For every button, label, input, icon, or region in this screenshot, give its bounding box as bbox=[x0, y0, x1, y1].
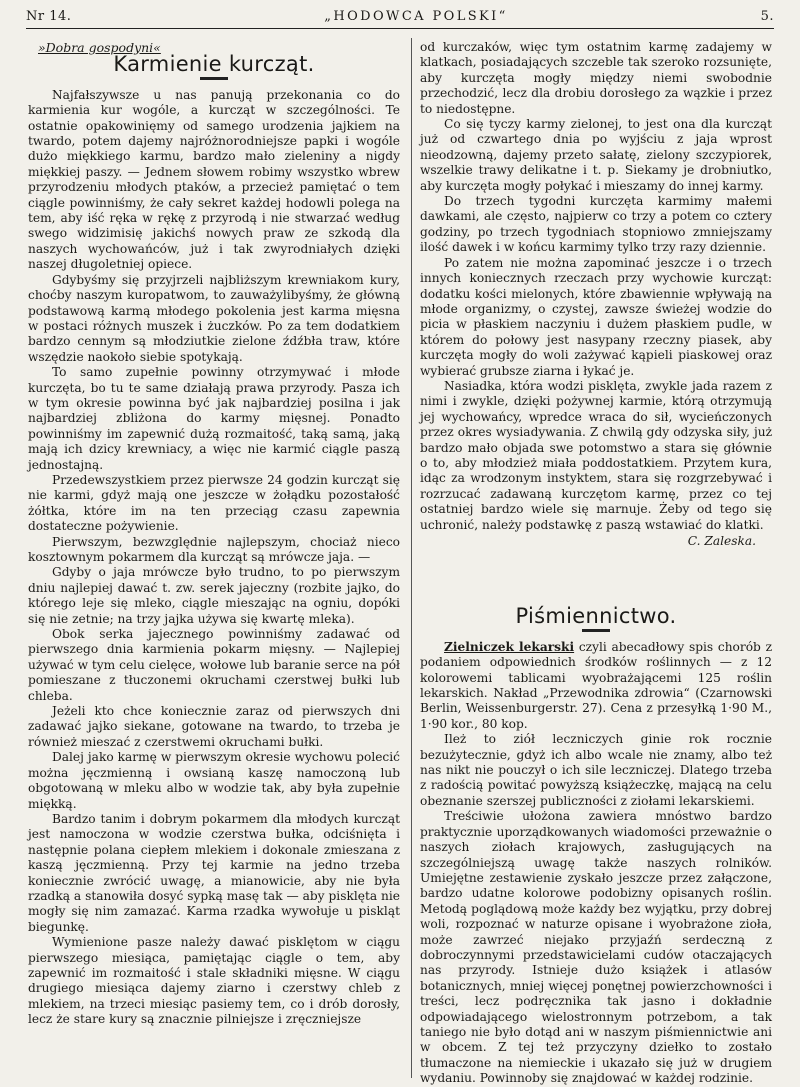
article-title: Karmienie kurcząt. bbox=[113, 52, 315, 77]
title-dash bbox=[200, 77, 228, 80]
issue-number: Nr 14. bbox=[26, 8, 72, 24]
paragraph: Nasiadka, która wodzi pisklęta, zwykle jada razem z nimi i zwykle, dzięki pożywnej karmie, którą otrzymują jej wychowańcy, wpredce wraca do sił, wycieńczonych przez okres wysiadywania. Z chwilą gdy odzyska siły, już bardzo mało objada swe potomstwo a stara się głównie o to, aby młodzież miała poddostatkiem. Przytem kura, idąc za wrodzonym instyktem, stara się rozgrzebywać i rozrzucać zadawaną kurczętom karmę, przez co tej ostatniej bardzo wiele się marnuje. Żeby od tego się uchronić, należy podstawkę z paszą wstawiać do klatki. bbox=[420, 378, 772, 532]
paragraph: Przedewszystkiem przez pierwsze 24 godzin kurcząt się nie karmi, gdyż mają one jeszcze w żołądku pozostałość żółtka, które im na ten przeciąg czasu zapewnia dostateczne pożywienie. bbox=[28, 472, 400, 534]
author-signature: C. Zaleska. bbox=[687, 534, 756, 548]
book-title: Zielniczek lekarski bbox=[444, 639, 575, 654]
paragraph: Treściwie ułożona zawiera mnóstwo bardzo praktycznie uporządkowanych wiadomości przeważnie o naszych ziołach krajowych, zasługujących na szczególniejszą uwagę także naszych rolników. Umiejętne zestawienie zyskało jeszcze przez załączone, bardzo udatne kolorowe podobizny opisanych roślin. Metodą poglądową może każdy bez wyjątku, przy dobrej woli, rozpoznać w naturze opisane i wyobrażone zioła, może zawrzeć niejako przyjaźń serdeczną z dobroczynnymi przedstawicielami cudów otaczających nas przyrody. Istnieje dużo książek i atlasów botanicznych, mniej więcej ponętnej powierzchowności i treści, lecz podręcznika tak jasno i dokładnie odpowiadającego wielostronnym potrzebom, a tak taniego nie było dotąd ani w naszym piśmiennictwie ani w obcem. Z tej też przyczyny dziełko to zostało tłumaczone na niemieckie i ukazało się już w drugiem wydaniu. Powinnoby się znajdować w każdej rodzinie. bbox=[420, 809, 772, 1086]
paragraph: Do trzech tygodni kurczęta karmimy małemi dawkami, ale często, najpierw co trzy a potem co cztery godziny, po trzech tygodniach stopniowo zmniejszamy ilość dawek i w końcu karmimy tylko trzy razy dziennie. bbox=[420, 194, 772, 255]
paragraph: Jeżeli kto chce koniecznie zaraz od pierwszych dni zadawać jajko siekane, gotowane na twardo, to trzeba je również mieszać z czerstwemi okruchami bułki. bbox=[28, 704, 400, 749]
paragraph: Pierwszym, bezwzględnie najlepszym, chociaż nieco kosztownym pokarmem dla kurcząt są mrówcze jaja. — bbox=[28, 534, 400, 564]
paragraph: Gdybyśmy się przyjrzeli najbliższym krewniakom kury, choćby naszym kuropatwom, to zauważylibyśmy, że główną podstawową karmą młodego pokolenia jest karma mięsna w postaci różnych muszek i żuczków. Po za tem dodatkiem bardzo cennym są młodziutkie zielone źdźbła traw, które wszędzie naokoło siebie spotykają. bbox=[28, 272, 400, 364]
left-column bbox=[28, 40, 400, 1028]
paragraph: Po zatem nie można zapominać jeszcze i o trzech innych koniecznych rzeczach przy wychowie kurcząt: dodatku kości mielonych, które zbawiennie wpływają na młode organizmy, o czystej, zawsze świeżej wodzie do picia w płaskiem naczyniu i dużem płaskiem pudle, w którem do połowy jest nasypany rzeczny piasek, aby kurczęta mogły do woli zażywać kąpieli piaskowej oraz wybierać grubsze ziarna i łykać je. bbox=[420, 255, 772, 378]
paragraph: Dalej jako karmę w pierwszym okresie wychowu polecić można jęczmienną i owsianą kaszę namoczoną lub obgotowaną w mleku albo w wodzie tak, aby była zupełnie miękką. bbox=[28, 750, 400, 811]
section-spacer bbox=[420, 549, 772, 609]
column-divider bbox=[411, 38, 412, 1078]
title-dash bbox=[582, 629, 610, 632]
book-details: czyli abecadłowy spis chorób z podaniem odpowiednich środków roślinnych — z 12 kolorowemi tablicami wyobrażającemi 125 roślin lekarskich. Nakład „Przewodnika zdrowia“ (Czarnowski Berlin, Weissenburgerstr. 27). Cena z przesyłką 1·90 M., 1·90 kor., 80 kop. bbox=[420, 639, 772, 731]
paragraph: Obok serka jajecznego powinniśmy zadawać od pierwszego dnia karmienia pokarm mięsny. — Najlepiej używać w tym celu cielęce, wołowe lub baranie serce na pół pomieszane z tłuczonemi okruchami czerstwej bułki lub chleba. bbox=[28, 627, 400, 703]
page-number: 5. bbox=[760, 8, 774, 24]
literature-title: Piśmiennictwo. bbox=[515, 604, 677, 629]
paragraph: Bardzo tanim i dobrym pokarmem dla młodych kurcząt jest namoczona w wodzie czerstwa bułka, odciśnięta i następnie polana ciepłem mlekiem i dokonale zmieszana z kaszą jęczmienną. Przy tej karmie na jedno trzeba koniecznie zwrócić uwagę, a mianowicie, aby nie była rzadką a stanowiła dosyć sypką masę tak — aby pisklęta nie mogły się nim zamazać. Karma rzadka wywołuje u piskląt biegunkę. bbox=[28, 811, 400, 934]
journal-title: „HODOWCA POLSKI“ bbox=[324, 8, 508, 24]
review-lead bbox=[420, 640, 772, 732]
paragraph: Wymienione pasze należy dawać pisklętom w ciągu pierwszego miesiąca, pamiętając ciągle o tem, aby zapewnić im rozmaitość i stale składniki mięsne. W ciągu drugiego miesiąca dajemy ziarno i czerstwy chleb z mlekiem, na trzeci miesiąc pasiemy tem, co i drób dorosły, lecz że stare kury są znacznie pilniejsze i zręczniejsze bbox=[28, 935, 400, 1027]
paragraph: Ileż to ziół leczniczych ginie rok rocznie bezużytecznie, gdyż ich albo wcale nie znamy, albo też nas nikt nie pouczył o ich sile leczniczej. Dlatego trzeba z radością powitać powyższą książeczkę, mającą na celu obeznanie szerszej publiczności z ziołami lekarskiemi. bbox=[420, 732, 772, 808]
paragraph: Gdyby o jaja mrówcze było trudno, to po pierwszym dniu najlepiej dawać t. zw. serek jajeczny (rozbite jajko, do którego leje się mleko, ciągle mieszając na ogniu, dopóki się nie zetnie; na trzy jajka używa się kwartę mleka). bbox=[28, 565, 400, 626]
paragraph: Co się tyczy karmy zielonej, to jest ona dla kurcząt już od czwartego dnia po wyjściu z jaja wprost nieodzowną, dajemy przeto sałatę, zielony szczypiorek, wszelkie trawy delikatne i t. p. Siekamy je drobniutko, aby kurczęta mogły połykać i mieszamy do innej karmy. bbox=[420, 117, 772, 193]
header-rule bbox=[26, 28, 774, 29]
paragraph: To samo zupełnie powinny otrzymywać i młode kurczęta, bo tu te same działają prawa przyrody. Pasza ich w tym okresie powinna być jak najbardziej posilna i jak najbardziej zbliżona do karmy mięsnej. Ponadto powinniśmy im zapewnić dużą rozmaitość, taką samą, jaką mają ich dzicy krewniacy, a więc nie karmić ciągle paszą jednostajną. bbox=[28, 365, 400, 472]
right-column bbox=[420, 40, 772, 1087]
paragraph: od kurczaków, więc tym ostatnim karmę zadajemy w klatkach, posiadających szczeble tak szeroko rozsunięte, aby kurczęta mogły między niemi swobodnie przechodzić, lecz dla drobiu dorosłego za wązkie i przez to niedostępne. bbox=[420, 40, 772, 116]
section-tag: »Dobra gospodyni« bbox=[38, 40, 161, 55]
paragraph: Najfałszywsze u nas panują przekonania co do karmienia kur wogóle, a kurcząt w szczególności. Te ostatnie opakowinięmy od samego urodzenia jajkiem na twardo, potem dajemy najróżnorodniejsze papki i wogóle dużo miękkiego karmu, bardzo mało zieleniny a nigdy miękkiej paszy. — Jednem słowem robimy wszystko wbrew przyrodzeniu młodych ptaków, a przecież pamiętać o tem ciągle powinniśmy, że cały sekret każdej hodowli polega na tem, aby iść ręka w rękę z przyrodą i nie stwarzać według swego widzimisię jakichś nowych praw ze szkodą dla naszych wychowańców, już i tak zwyrodniałych dzięki naszej długoletniej opiece. bbox=[28, 87, 400, 272]
page-header bbox=[26, 4, 774, 28]
